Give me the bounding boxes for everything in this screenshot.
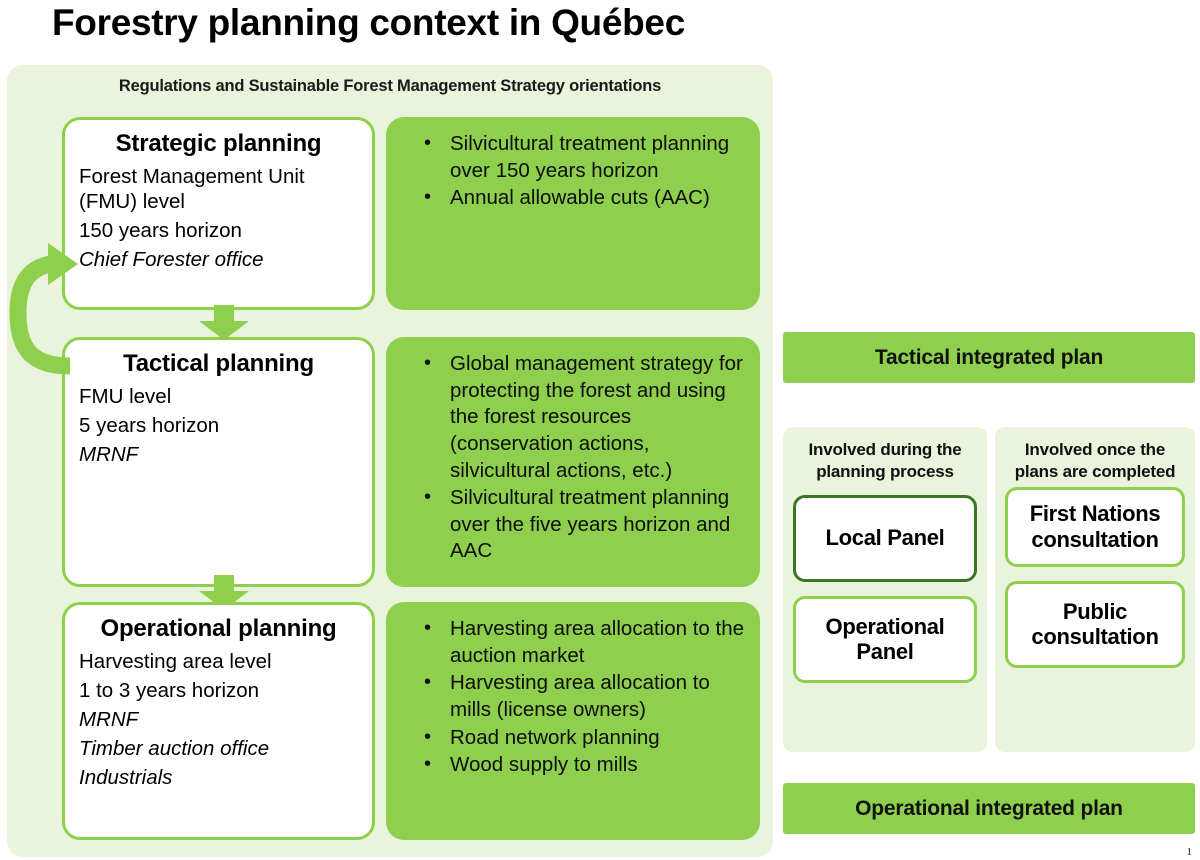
planning-levels-container [7, 65, 773, 857]
page-title: Forestry planning context in Québec [52, 2, 685, 43]
level-line-operational-2: 1 to 3 years horizon [79, 679, 260, 702]
involved-after-planning-panel [995, 427, 1195, 752]
detail-item: • Global management strategy for protecting the forest and using the forest resources (conservation actions, silvicultural actions, etc.) [424, 351, 744, 484]
involved-during-planning-heading: Involved during the planning process [808, 440, 962, 481]
entity-box-first-nations-consultation[interactable] [1005, 487, 1185, 567]
detail-card-operational[interactable] [386, 602, 760, 840]
level-title-strategic: Strategic planning [115, 130, 322, 157]
detail-card-tactical[interactable] [386, 337, 760, 587]
entity-label-public-consultation: Public consultation [1031, 598, 1159, 649]
level-line-operational-1: Harvesting area level [79, 650, 272, 673]
level-title-tactical: Tactical planning [123, 350, 314, 377]
detail-item: • Road network planning [424, 725, 744, 752]
entity-label-operational-panel: Operational Panel [825, 613, 945, 664]
detail-list-operational [398, 616, 744, 779]
level-card-strategic[interactable] [62, 117, 375, 310]
tactical-integrated-plan-label: Tactical integrated plan [874, 345, 1104, 369]
detail-item: • Harvesting area allocation to mills (license owners) [424, 670, 744, 723]
detail-item: • Silvicultural treatment planning over 150 years horizon [424, 131, 744, 184]
involved-after-planning-heading: Involved once the plans are completed [1014, 440, 1176, 481]
level-line-strategic-2: 150 years horizon [79, 219, 242, 242]
detail-item: • Annual allowable cuts (AAC) [424, 185, 744, 212]
operational-integrated-plan-banner[interactable] [783, 783, 1195, 834]
detail-item: • Wood supply to mills [424, 752, 744, 779]
level-line-operational-3: MRNF [79, 708, 139, 731]
level-line-tactical-3: MRNF [79, 443, 139, 466]
tactical-integrated-plan-banner[interactable] [783, 332, 1195, 383]
entity-box-operational-panel[interactable] [793, 596, 977, 683]
entity-label-first-nations-consultation: First Nations consultation [1029, 501, 1161, 552]
level-line-operational-5: Industrials [79, 766, 173, 789]
level-line-tactical-2: 5 years horizon [79, 414, 220, 437]
page-number: 1 [1186, 846, 1192, 858]
detail-item: • Silvicultural treatment planning over the five years horizon and AAC [424, 485, 744, 565]
arrow-strategic-to-tactical [197, 305, 251, 341]
feedback-loop-arrow [4, 233, 82, 393]
detail-item: • Harvesting area allocation to the auction market [424, 616, 744, 669]
entity-box-public-consultation[interactable] [1005, 581, 1185, 668]
involved-during-planning-panel [783, 427, 987, 752]
detail-card-strategic[interactable] [386, 117, 760, 310]
level-title-operational: Operational planning [100, 615, 337, 642]
level-line-strategic-3: Chief Forester office [79, 248, 264, 271]
level-line-tactical-1: FMU level [79, 385, 172, 408]
level-card-tactical[interactable] [62, 337, 375, 587]
level-line-strategic-1: Forest Management Unit (FMU) level [79, 165, 305, 213]
detail-list-tactical [398, 351, 744, 565]
level-card-operational[interactable] [62, 602, 375, 840]
entity-box-local-panel[interactable] [793, 495, 977, 582]
regulations-banner: Regulations and Sustainable Forest Management Strategy orientations [118, 77, 662, 95]
operational-integrated-plan-label: Operational integrated plan [855, 796, 1123, 820]
detail-list-strategic [398, 131, 744, 212]
entity-label-local-panel: Local Panel [825, 525, 945, 551]
level-line-operational-4: Timber auction office [79, 737, 270, 760]
